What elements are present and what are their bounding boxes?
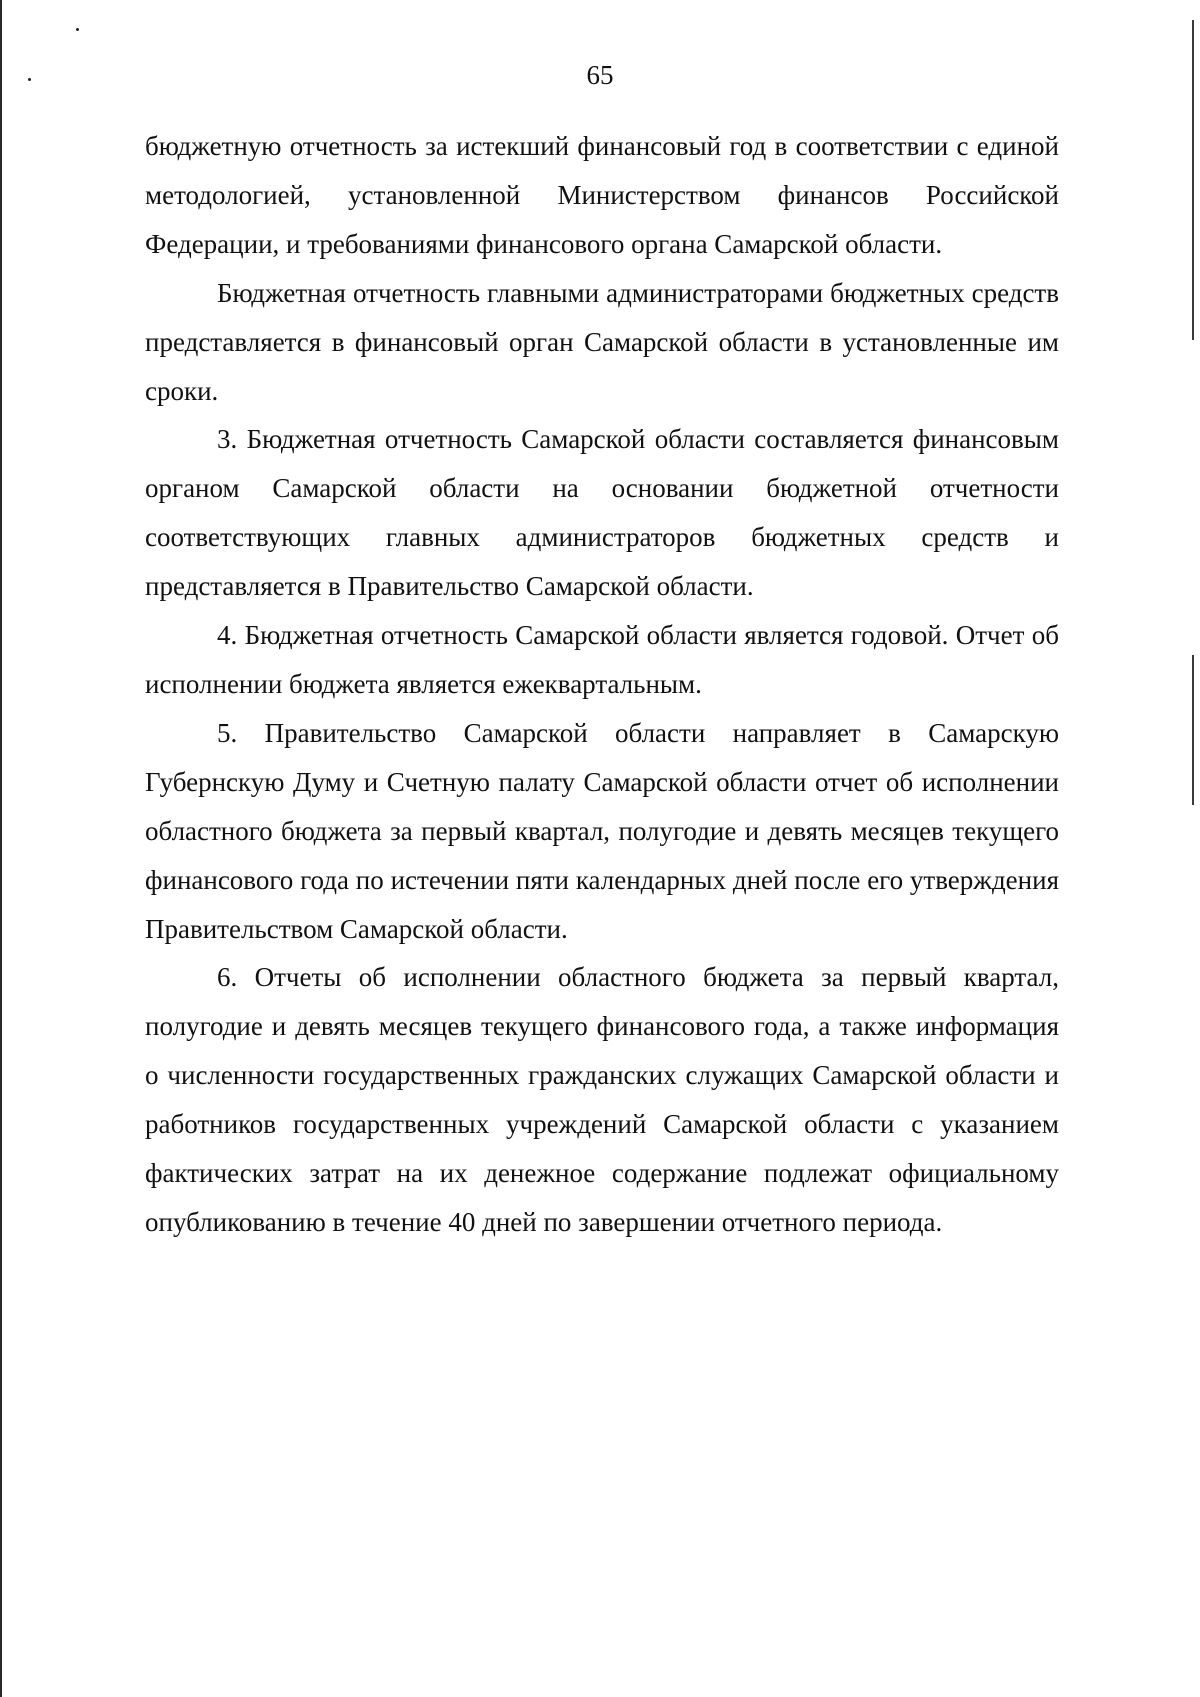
body-text xyxy=(145,122,1059,1247)
paragraph-item-5: 5. Правительство Самарской области направляет в Самарскую Губернскую Думу и Счетную палату Самарской области отчет об исполнении областного бюджета за первый квартал, полугодие и девять месяцев текущего финансового года по истечении пяти календарных дней после его утверждения Правительством Самарской области. xyxy=(145,717,1059,944)
paragraph-item-4: 4. Бюджетная отчетность Самарской области является годовой. Отчет об исполнении бюджета является ежеквартальным. xyxy=(145,620,1059,699)
paragraph-item-6: 6. Отчеты об исполнении областного бюджета за первый квартал, полугодие и девять месяцев текущего финансового года, а также информация о численности государственных гражданских служащих Самарской области и работников государственных учреждений Самарской области с указанием фактических затрат на их денежное содержание подлежат официальному опубликованию в течение 40 дней по завершении отчетного периода. xyxy=(145,962,1059,1237)
scan-speck xyxy=(76,28,79,31)
scan-edge-left xyxy=(0,0,2,1697)
paragraph-continuation: бюджетную отчетность за истекший финансовый год в соответствии с единой методологией, установленной Министерством финансов Российской Федерации, и требованиями финансового органа Самарской области. xyxy=(145,131,1059,259)
scan-edge-right-lower xyxy=(1192,655,1194,805)
paragraph-item-3: 3. Бюджетная отчетность Самарской области составляется финансовым органом Самарской области на основании бюджетной отчетности соответствующих главных администраторов бюджетных средств и представляется в Правительство Самарской области. xyxy=(145,424,1059,602)
paragraph-reporting-deadlines: Бюджетная отчетность главными администраторами бюджетных средств представляется в финансовый орган Самарской области в установленные им сроки. xyxy=(145,277,1059,406)
page-number: 65 xyxy=(586,60,614,90)
